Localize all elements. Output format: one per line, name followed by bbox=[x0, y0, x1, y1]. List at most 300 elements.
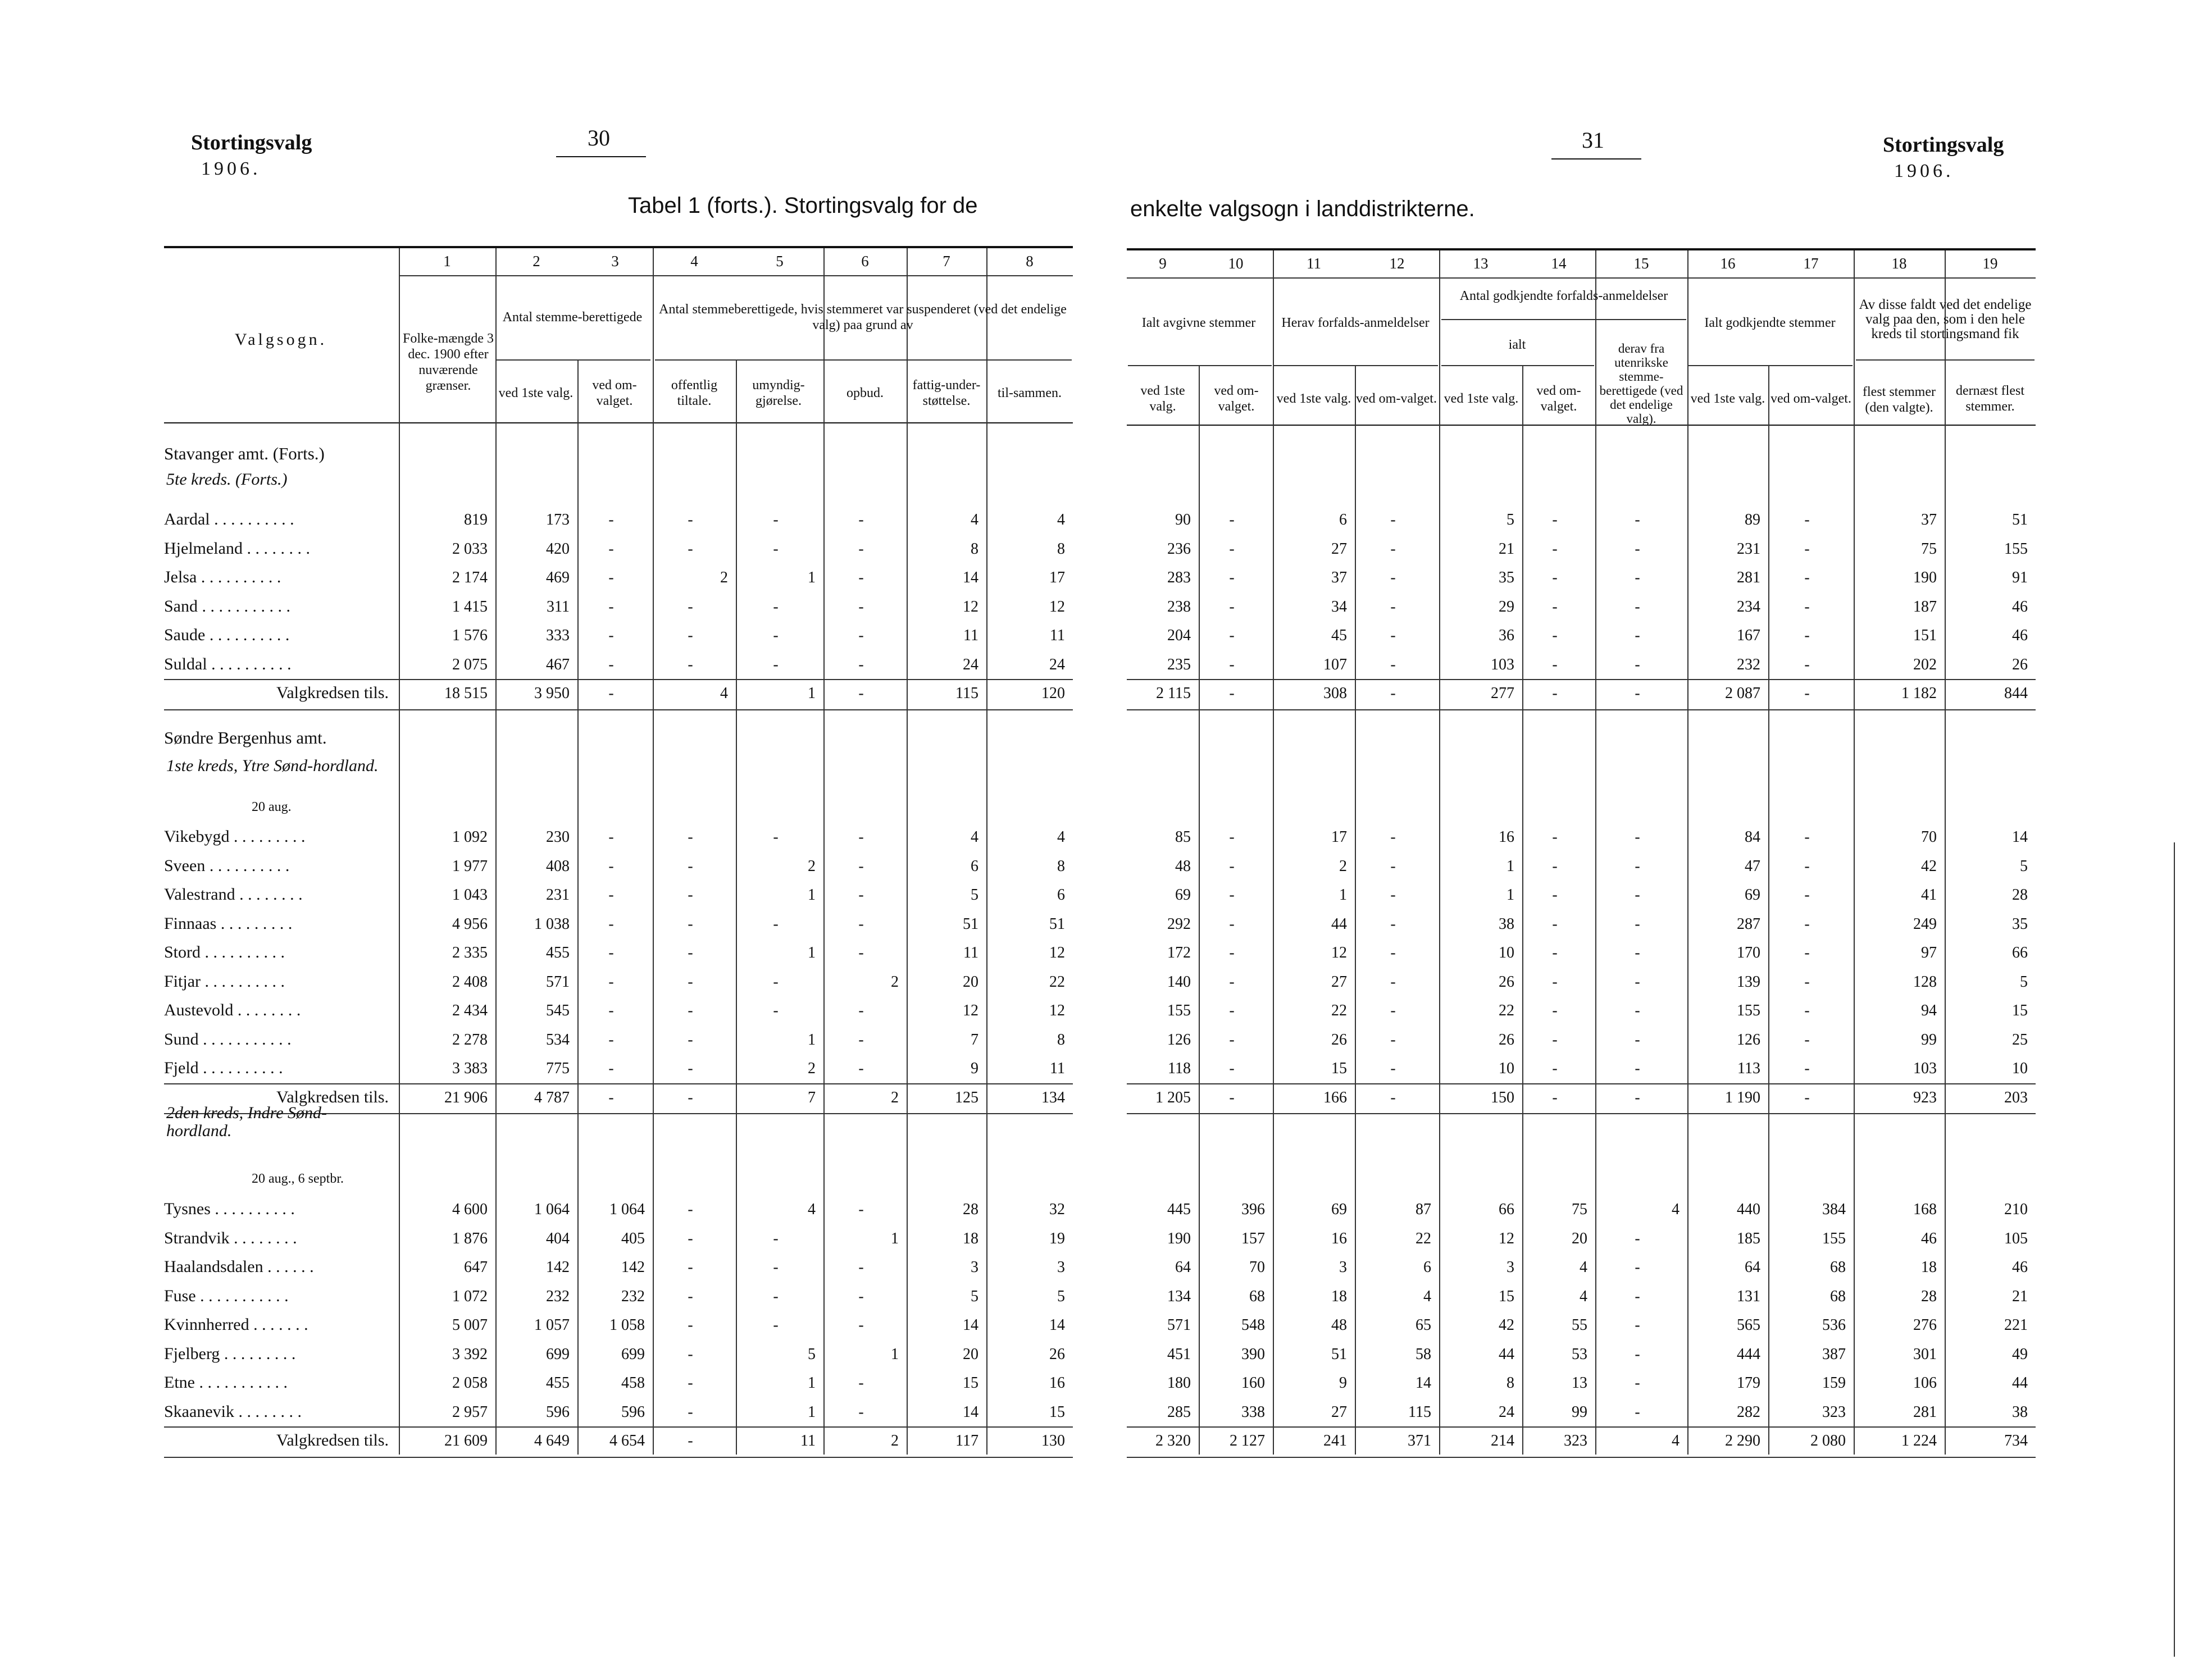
table-cell: 5 bbox=[971, 886, 978, 904]
total-cell: 1 182 bbox=[1901, 685, 1937, 702]
table-cell: 58 bbox=[1416, 1345, 1431, 1363]
table-cell: - bbox=[1635, 1060, 1640, 1077]
table-cell: 236 bbox=[1167, 540, 1191, 558]
table-cell: 90 bbox=[1175, 511, 1191, 528]
table-cell: - bbox=[1552, 511, 1558, 528]
table-cell: 140 bbox=[1167, 973, 1191, 991]
table-cell: 2 278 bbox=[452, 1031, 488, 1049]
valgsogn-name: Vikebygd . . . . . . . . . bbox=[164, 827, 310, 846]
right-running-title: Stortingsvalg bbox=[1883, 133, 2004, 157]
table-cell: - bbox=[1390, 1060, 1396, 1077]
table-cell: 113 bbox=[1737, 1060, 1760, 1077]
table-cell: 469 bbox=[546, 569, 570, 586]
table-cell: 1 072 bbox=[452, 1287, 488, 1305]
table-cell: 238 bbox=[1167, 598, 1191, 616]
table-cell: 6 bbox=[1057, 886, 1065, 904]
table-cell: 11 bbox=[1050, 1060, 1065, 1077]
table-cell: 2 bbox=[720, 569, 728, 586]
table-cell: 105 bbox=[2004, 1229, 2028, 1247]
column-number: 10 bbox=[1228, 255, 1244, 272]
table-cell: 534 bbox=[546, 1031, 570, 1049]
table-cell: 3 383 bbox=[452, 1060, 488, 1077]
table-cell: 126 bbox=[1737, 1031, 1760, 1049]
table-cell: 4 600 bbox=[452, 1201, 488, 1218]
table-cell: - bbox=[1229, 886, 1235, 904]
table-cell: 301 bbox=[1913, 1345, 1937, 1363]
table-cell: 408 bbox=[546, 857, 570, 875]
table-cell: - bbox=[688, 627, 693, 644]
table-cell: - bbox=[1804, 627, 1810, 644]
table-cell: - bbox=[1552, 886, 1558, 904]
table-cell: 24 bbox=[1499, 1403, 1514, 1421]
header-c15: derav fra utenrikske stemme-berettigede (ved det endelige valg). bbox=[1599, 341, 1683, 426]
table-cell: 699 bbox=[621, 1345, 645, 1363]
total-cell: - bbox=[688, 1088, 693, 1106]
table-cell: 157 bbox=[1241, 1229, 1265, 1247]
table-cell: 27 bbox=[1331, 540, 1347, 558]
table-cell: - bbox=[1229, 511, 1235, 528]
table-cell: 8 bbox=[1057, 857, 1065, 875]
table-cell: 70 bbox=[1921, 828, 1937, 846]
table-cell: 18 bbox=[963, 1229, 978, 1247]
table-cell: 17 bbox=[1331, 828, 1347, 846]
table-cell: 1 bbox=[808, 1374, 816, 1392]
table-cell: 64 bbox=[1175, 1259, 1191, 1276]
table-cell: 6 bbox=[971, 857, 978, 875]
table-cell: - bbox=[1390, 511, 1396, 528]
table-cell: 8 bbox=[1506, 1374, 1514, 1392]
valgsogn-name: Finnaas . . . . . . . . . bbox=[164, 914, 297, 933]
column-number: 2 bbox=[532, 253, 540, 270]
table-cell: 41 bbox=[1921, 886, 1937, 904]
header-c1315: Antal godkjendte forfalds-anmeldelser bbox=[1459, 289, 1668, 303]
table-cell: 283 bbox=[1167, 569, 1191, 586]
table-cell: 190 bbox=[1913, 569, 1937, 586]
table-cell: 536 bbox=[1822, 1316, 1846, 1334]
table-cell: 2 bbox=[891, 973, 899, 991]
table-cell: 51 bbox=[1331, 1345, 1347, 1363]
total-cell: 214 bbox=[1491, 1432, 1514, 1449]
table-cell: - bbox=[688, 828, 693, 846]
table-cell: 170 bbox=[1737, 944, 1760, 961]
column-number: 15 bbox=[1633, 255, 1649, 272]
header-c7: fattig-under-støttelse. bbox=[912, 378, 981, 408]
table-cell: - bbox=[608, 857, 614, 875]
total-label: Valgkredsen tils. bbox=[276, 1087, 389, 1106]
table-cell: 151 bbox=[1913, 627, 1937, 644]
table-cell: 34 bbox=[1331, 598, 1347, 616]
table-cell: 20 bbox=[963, 1345, 978, 1363]
total-cell: 21 609 bbox=[444, 1432, 488, 1449]
table-cell: 8 bbox=[971, 540, 978, 558]
table-cell: 18 bbox=[1331, 1287, 1347, 1305]
table-cell: - bbox=[1635, 1287, 1640, 1305]
table-cell: - bbox=[1804, 569, 1810, 586]
table-cell: - bbox=[688, 886, 693, 904]
table-cell: 14 bbox=[963, 1316, 978, 1334]
total-cell: 3 950 bbox=[534, 685, 570, 702]
table-cell: - bbox=[1390, 857, 1396, 875]
total-cell: 241 bbox=[1323, 1432, 1347, 1449]
table-cell: 9 bbox=[971, 1060, 978, 1077]
table-cell: - bbox=[1390, 655, 1396, 673]
table-cell: 4 bbox=[1580, 1259, 1587, 1276]
table-cell: 22 bbox=[1049, 973, 1065, 991]
table-cell: 172 bbox=[1167, 944, 1191, 961]
table-cell: - bbox=[688, 1229, 693, 1247]
table-cell: - bbox=[608, 944, 614, 961]
table-cell: 28 bbox=[963, 1201, 978, 1218]
valgsogn-name: Saude . . . . . . . . . . bbox=[164, 626, 294, 644]
total-cell: - bbox=[1229, 1088, 1235, 1106]
total-cell: 166 bbox=[1323, 1088, 1347, 1106]
total-cell: - bbox=[1552, 1088, 1558, 1106]
table-cell: 8 bbox=[1057, 1031, 1065, 1049]
table-cell: 44 bbox=[1331, 915, 1347, 933]
table-cell: - bbox=[773, 511, 779, 528]
table-cell: - bbox=[1804, 915, 1810, 933]
table-cell: 5 bbox=[2020, 973, 2028, 991]
total-cell: 134 bbox=[1041, 1088, 1065, 1106]
table-cell: 2 058 bbox=[452, 1374, 488, 1392]
table-cell: 35 bbox=[1499, 569, 1514, 586]
header-c11: ved 1ste valg. bbox=[1276, 391, 1351, 406]
table-cell: - bbox=[608, 598, 614, 616]
table-cell: - bbox=[858, 857, 864, 875]
table-cell: 14 bbox=[2012, 828, 2028, 846]
table-cell: 2 bbox=[808, 1060, 816, 1077]
table-cell: - bbox=[608, 886, 614, 904]
header-c1819: Av disse faldt ved det endelige valg paa den, som i den hele kreds til stortingsmand fik bbox=[1859, 297, 2032, 341]
table-cell: 15 bbox=[1499, 1287, 1514, 1305]
total-cell: - bbox=[1390, 1088, 1396, 1106]
table-cell: - bbox=[1635, 1259, 1640, 1276]
total-cell: 125 bbox=[955, 1088, 978, 1106]
table-cell: 27 bbox=[1331, 973, 1347, 991]
table-cell: - bbox=[608, 655, 614, 673]
table-cell: 139 bbox=[1737, 973, 1760, 991]
total-cell: 130 bbox=[1041, 1432, 1065, 1449]
total-cell: 1 190 bbox=[1725, 1088, 1760, 1106]
table-cell: - bbox=[688, 598, 693, 616]
table-cell: 187 bbox=[1913, 598, 1937, 616]
table-cell: 10 bbox=[1499, 1060, 1514, 1077]
table-cell: - bbox=[608, 511, 614, 528]
table-cell: 5 bbox=[971, 1287, 978, 1305]
table-cell: 131 bbox=[1737, 1287, 1760, 1305]
table-cell: 66 bbox=[1499, 1201, 1514, 1218]
table-cell: - bbox=[858, 944, 864, 961]
table-cell: - bbox=[688, 915, 693, 933]
table-cell: - bbox=[1229, 598, 1235, 616]
table-cell: - bbox=[1229, 540, 1235, 558]
table-cell: - bbox=[773, 1229, 779, 1247]
table-cell: 232 bbox=[621, 1287, 645, 1305]
table-cell: 455 bbox=[546, 1374, 570, 1392]
table-cell: - bbox=[773, 1316, 779, 1334]
right-page-number: 31 bbox=[1582, 127, 1604, 153]
column-number: 9 bbox=[1159, 255, 1167, 272]
total-cell: - bbox=[858, 685, 864, 702]
table-cell: - bbox=[1229, 828, 1235, 846]
table-cell: 276 bbox=[1913, 1316, 1937, 1334]
total-cell: 4 649 bbox=[534, 1432, 570, 1449]
header-c17: ved om-valget. bbox=[1770, 391, 1851, 406]
section-kreds-heading: 2den kreds, Indre Sønd-hordland. bbox=[166, 1104, 327, 1140]
table-cell: - bbox=[608, 569, 614, 586]
valgsogn-name: Fuse . . . . . . . . . . . bbox=[164, 1286, 293, 1305]
table-cell: 5 bbox=[2020, 857, 2028, 875]
table-cell: 28 bbox=[1921, 1287, 1937, 1305]
table-cell: 4 bbox=[808, 1201, 816, 1218]
table-caption-right: enkelte valgsogn i landdistrikterne. bbox=[1130, 197, 1475, 221]
table-cell: - bbox=[1390, 973, 1396, 991]
table-cell: - bbox=[858, 1201, 864, 1218]
table-cell: 37 bbox=[1921, 511, 1937, 528]
table-cell: - bbox=[1229, 857, 1235, 875]
table-cell: 85 bbox=[1175, 828, 1191, 846]
table-cell: 106 bbox=[1913, 1374, 1937, 1392]
table-cell: 3 bbox=[971, 1259, 978, 1276]
table-cell: - bbox=[858, 1374, 864, 1392]
table-cell: 565 bbox=[1737, 1316, 1760, 1334]
valgsogn-name: Stord . . . . . . . . . . bbox=[164, 943, 289, 961]
table-cell: 1 bbox=[808, 1403, 816, 1421]
header-c9: ved 1ste valg. bbox=[1140, 384, 1185, 414]
table-cell: - bbox=[1635, 1031, 1640, 1049]
table-cell: 1 038 bbox=[534, 915, 570, 933]
table-cell: 44 bbox=[1499, 1345, 1514, 1363]
table-cell: - bbox=[858, 886, 864, 904]
header-c5: umyndig-gjørelse. bbox=[752, 378, 805, 408]
section-kreds-heading: 1ste kreds, Ytre Sønd-hordland. bbox=[166, 756, 379, 775]
table-cell: 2 408 bbox=[452, 973, 488, 991]
table-cell: 12 bbox=[1049, 598, 1065, 616]
table-cell: 173 bbox=[546, 511, 570, 528]
table-cell: - bbox=[858, 655, 864, 673]
table-cell: - bbox=[1390, 828, 1396, 846]
header-c12: ved om-valget. bbox=[1356, 391, 1437, 406]
table-cell: - bbox=[1552, 627, 1558, 644]
table-cell: - bbox=[1635, 828, 1640, 846]
table-cell: 167 bbox=[1737, 627, 1760, 644]
table-cell: - bbox=[1390, 627, 1396, 644]
table-cell: - bbox=[1635, 1374, 1640, 1392]
total-cell: 323 bbox=[1564, 1432, 1587, 1449]
table-cell: 65 bbox=[1416, 1316, 1431, 1334]
total-cell: 734 bbox=[2004, 1432, 2028, 1449]
table-cell: - bbox=[1552, 1060, 1558, 1077]
table-cell: - bbox=[858, 598, 864, 616]
table-cell: 5 bbox=[1506, 511, 1514, 528]
column-number: 5 bbox=[776, 253, 784, 270]
table-cell: - bbox=[1552, 1002, 1558, 1019]
table-cell: 44 bbox=[2012, 1374, 2028, 1392]
table-cell: 17 bbox=[1049, 569, 1065, 586]
table-cell: 75 bbox=[1572, 1201, 1587, 1218]
table-cell: 10 bbox=[2012, 1060, 2028, 1077]
valgsogn-name: Tysnes . . . . . . . . . . bbox=[164, 1200, 299, 1218]
table-cell: 15 bbox=[1331, 1060, 1347, 1077]
table-cell: 548 bbox=[1241, 1316, 1265, 1334]
table-cell: 94 bbox=[1921, 1002, 1937, 1019]
header-c2: ved 1ste valg. bbox=[498, 386, 574, 400]
total-cell: 2 087 bbox=[1725, 685, 1760, 702]
column-number: 18 bbox=[1891, 255, 1907, 272]
table-cell: - bbox=[1229, 627, 1235, 644]
table-cell: - bbox=[773, 655, 779, 673]
table-caption-left: Tabel 1 (forts.). Stortingsvalg for de bbox=[628, 193, 978, 218]
table-cell: 1 058 bbox=[609, 1316, 645, 1334]
column-number: 16 bbox=[1720, 255, 1736, 272]
table-cell: 53 bbox=[1572, 1345, 1587, 1363]
table-cell: - bbox=[773, 828, 779, 846]
column-number: 3 bbox=[611, 253, 619, 270]
total-cell: 2 080 bbox=[1810, 1432, 1846, 1449]
table-cell: 26 bbox=[2012, 655, 2028, 673]
table-cell: 51 bbox=[2012, 511, 2028, 528]
table-cell: 10 bbox=[1499, 944, 1514, 961]
table-cell: 16 bbox=[1049, 1374, 1065, 1392]
table-cell: 5 bbox=[1057, 1287, 1065, 1305]
table-cell: - bbox=[1552, 857, 1558, 875]
table-cell: 55 bbox=[1572, 1316, 1587, 1334]
table-cell: 14 bbox=[963, 569, 978, 586]
header-c23: Antal stemme-berettigede bbox=[502, 310, 643, 325]
table-cell: 42 bbox=[1499, 1316, 1514, 1334]
table-cell: 26 bbox=[1499, 1031, 1514, 1049]
valgsogn-name: Valestrand . . . . . . . . bbox=[164, 885, 307, 904]
table-cell: - bbox=[1552, 973, 1558, 991]
table-cell: 29 bbox=[1499, 598, 1514, 616]
table-cell: - bbox=[1229, 1002, 1235, 1019]
table-cell: - bbox=[1635, 857, 1640, 875]
total-cell: 2 290 bbox=[1725, 1432, 1760, 1449]
table-cell: - bbox=[773, 1287, 779, 1305]
table-cell: - bbox=[773, 540, 779, 558]
header-c4: offentlig tiltale. bbox=[671, 378, 718, 408]
table-cell: - bbox=[773, 1002, 779, 1019]
table-cell: 21 bbox=[2012, 1287, 2028, 1305]
table-cell: 4 bbox=[971, 828, 978, 846]
column-number: 19 bbox=[1982, 255, 1998, 272]
table-cell: 75 bbox=[1921, 540, 1937, 558]
table-cell: - bbox=[1804, 540, 1810, 558]
table-cell: 103 bbox=[1491, 655, 1514, 673]
table-cell: 451 bbox=[1167, 1345, 1191, 1363]
table-cell: - bbox=[608, 973, 614, 991]
table-cell: 69 bbox=[1745, 886, 1760, 904]
table-cell: - bbox=[608, 627, 614, 644]
valgsogn-name: Austevold . . . . . . . . bbox=[164, 1001, 305, 1019]
table-cell: 384 bbox=[1822, 1201, 1846, 1218]
table-cell: 4 bbox=[1672, 1201, 1680, 1218]
valgsogn-name: Strandvik . . . . . . . . bbox=[164, 1228, 302, 1247]
table-cell: - bbox=[688, 857, 693, 875]
total-cell: 4 787 bbox=[534, 1088, 570, 1106]
table-cell: 16 bbox=[1331, 1229, 1347, 1247]
table-cell: - bbox=[1390, 944, 1396, 961]
table-cell: - bbox=[858, 1403, 864, 1421]
table-cell: - bbox=[688, 1031, 693, 1049]
table-cell: - bbox=[1635, 1229, 1640, 1247]
table-cell: - bbox=[608, 540, 614, 558]
table-cell: - bbox=[1552, 655, 1558, 673]
total-cell: 21 906 bbox=[444, 1088, 488, 1106]
column-number: 6 bbox=[861, 253, 869, 270]
header-c10: ved om-valget. bbox=[1214, 384, 1259, 414]
table-cell: 2 957 bbox=[452, 1403, 488, 1421]
left-year: 1906. bbox=[201, 158, 261, 179]
table-cell: 323 bbox=[1822, 1403, 1846, 1421]
valgsogn-name: Fjeld . . . . . . . . . . bbox=[164, 1059, 288, 1077]
table-cell: 64 bbox=[1745, 1259, 1760, 1276]
table-cell: 1 876 bbox=[452, 1229, 488, 1247]
table-cell: 42 bbox=[1921, 857, 1937, 875]
table-cell: 1 064 bbox=[534, 1201, 570, 1218]
table-cell: 4 bbox=[1580, 1287, 1587, 1305]
table-cell: - bbox=[773, 1259, 779, 1276]
left-page-number: 30 bbox=[588, 125, 610, 151]
table-cell: - bbox=[773, 627, 779, 644]
table-cell: - bbox=[1635, 1345, 1640, 1363]
table-cell: 48 bbox=[1331, 1316, 1347, 1334]
total-cell: 4 654 bbox=[609, 1432, 645, 1449]
table-cell: - bbox=[1635, 915, 1640, 933]
section-amt-heading: Stavanger amt. (Forts.) bbox=[164, 444, 325, 463]
table-cell: 46 bbox=[2012, 627, 2028, 644]
table-cell: 24 bbox=[1049, 655, 1065, 673]
table-cell: 11 bbox=[963, 944, 978, 961]
table-cell: 84 bbox=[1745, 828, 1760, 846]
table-cell: - bbox=[608, 1002, 614, 1019]
table-cell: 1 064 bbox=[609, 1201, 645, 1218]
total-cell: 4 bbox=[1672, 1432, 1680, 1449]
table-cell: - bbox=[688, 540, 693, 558]
table-cell: 70 bbox=[1249, 1259, 1265, 1276]
table-cell: 1 092 bbox=[452, 828, 488, 846]
total-cell: - bbox=[1804, 1088, 1810, 1106]
table-cell: 99 bbox=[1921, 1031, 1937, 1049]
table-cell: 210 bbox=[2004, 1201, 2028, 1218]
table-cell: 89 bbox=[1745, 511, 1760, 528]
left-running-title: Stortingsvalg bbox=[191, 131, 312, 154]
table-cell: 115 bbox=[1408, 1403, 1431, 1421]
table-cell: - bbox=[1229, 973, 1235, 991]
table-cell: - bbox=[773, 973, 779, 991]
table-cell: - bbox=[1635, 886, 1640, 904]
table-cell: 168 bbox=[1913, 1201, 1937, 1218]
table-cell: 231 bbox=[546, 886, 570, 904]
valgsogn-name: Haalandsdalen . . . . . . bbox=[164, 1257, 318, 1276]
table-cell: 11 bbox=[1050, 627, 1065, 644]
table-cell: 15 bbox=[963, 1374, 978, 1392]
table-cell: 2 434 bbox=[452, 1002, 488, 1019]
total-cell: - bbox=[1635, 1088, 1640, 1106]
table-cell: - bbox=[858, 511, 864, 528]
table-cell: - bbox=[688, 655, 693, 673]
table-cell: 545 bbox=[546, 1002, 570, 1019]
total-cell: 2 bbox=[891, 1088, 899, 1106]
header-c910: Ialt avgivne stemmer bbox=[1141, 316, 1256, 330]
table-cell: 128 bbox=[1913, 973, 1937, 991]
table-cell: 12 bbox=[1331, 944, 1347, 961]
table-cell: - bbox=[1804, 944, 1810, 961]
table-cell: 249 bbox=[1913, 915, 1937, 933]
table-cell: 202 bbox=[1913, 655, 1937, 673]
table-cell: 12 bbox=[1049, 944, 1065, 961]
total-cell: - bbox=[1804, 685, 1810, 702]
